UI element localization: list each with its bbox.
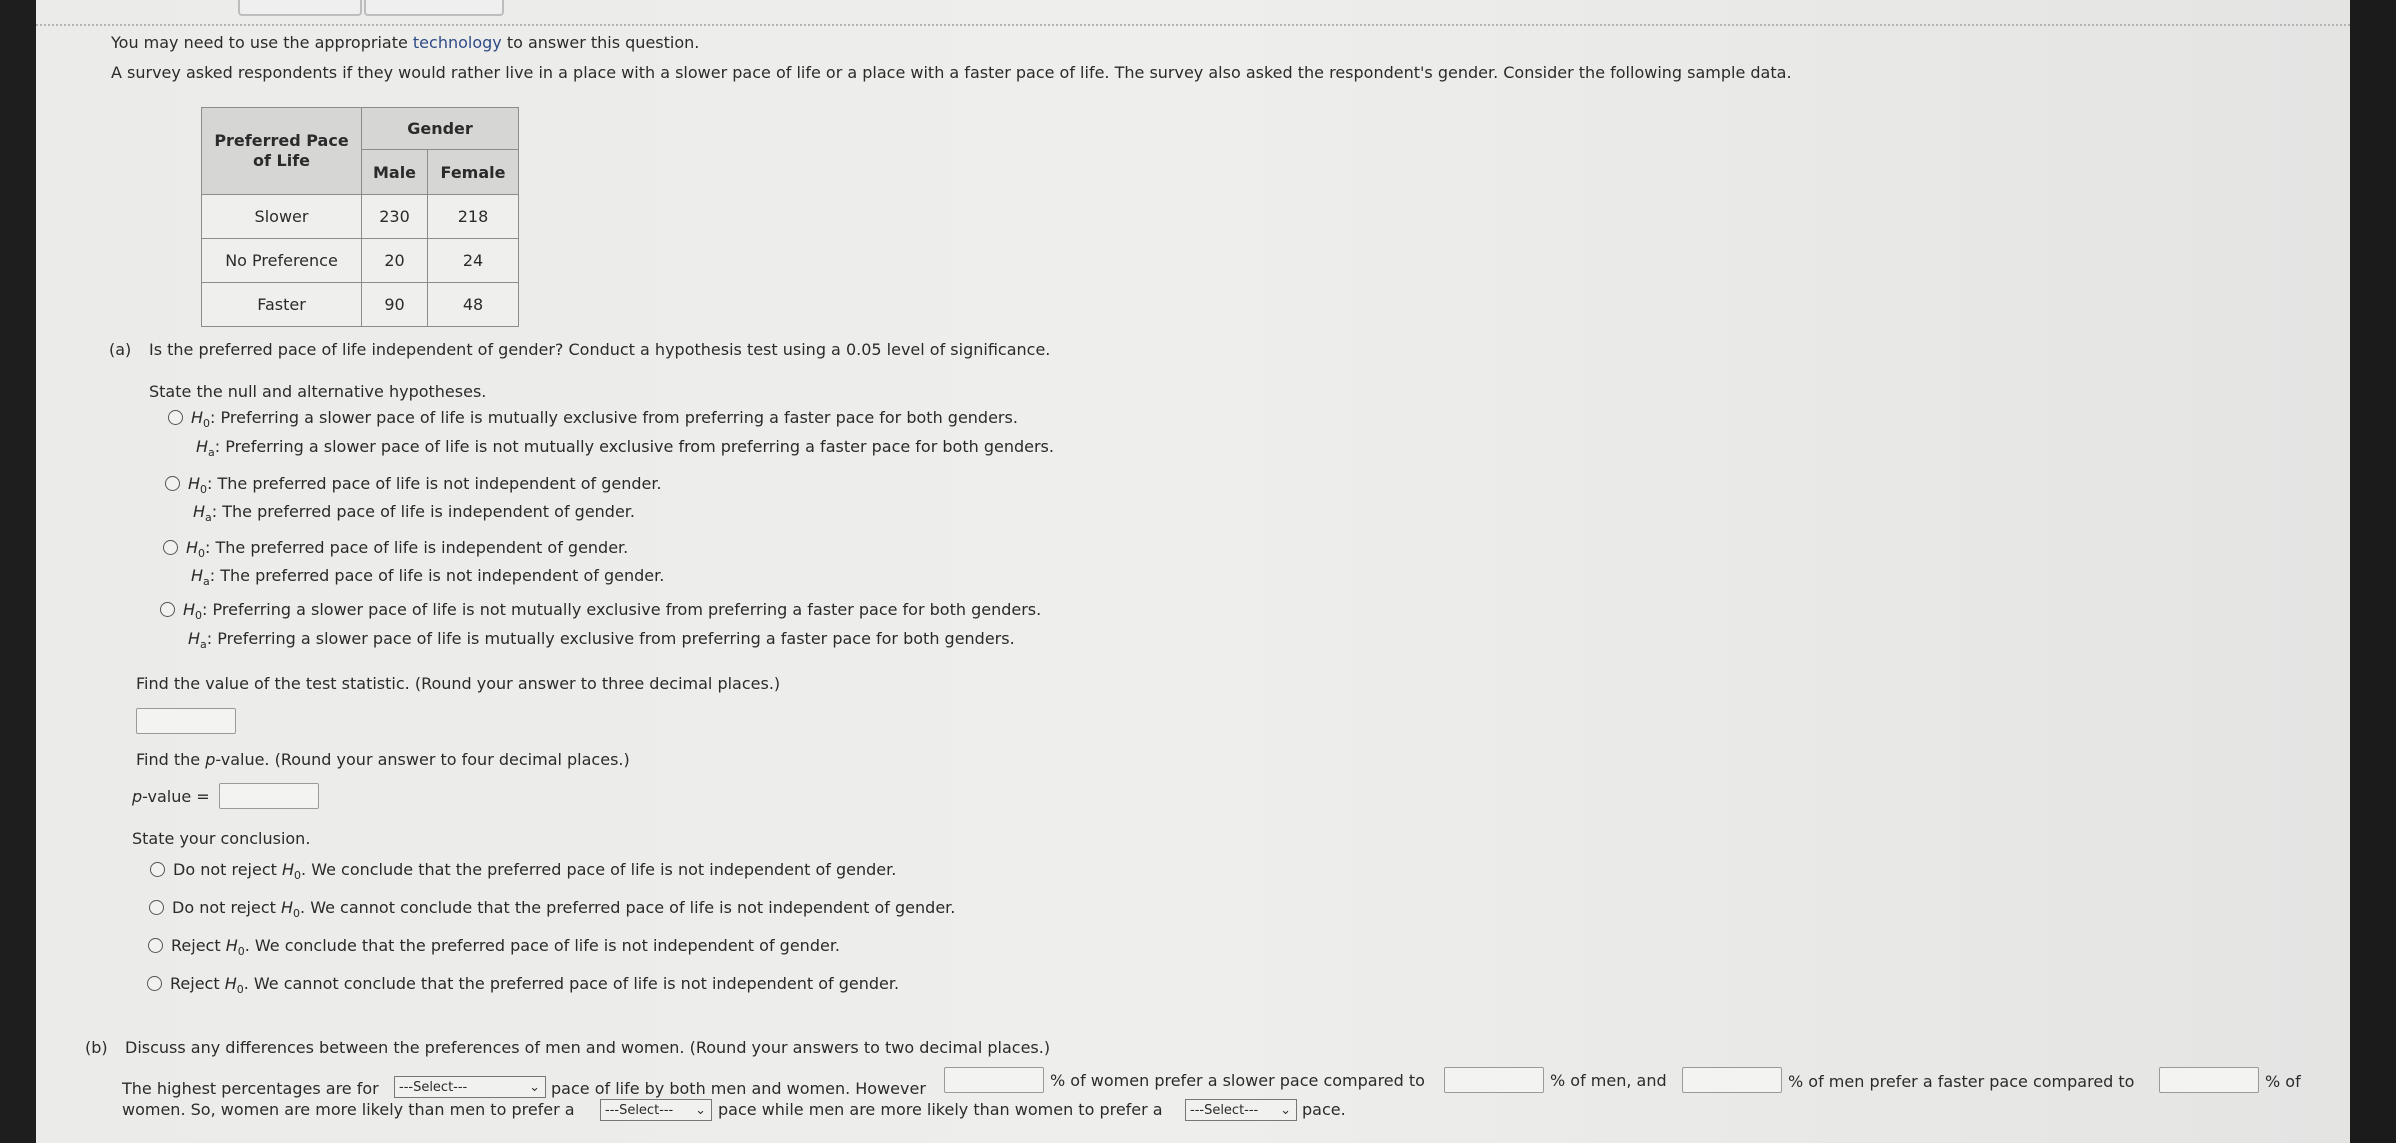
technology-note bbox=[111, 33, 699, 53]
right-screen-edge bbox=[2350, 0, 2396, 1143]
radio-icon[interactable] bbox=[148, 938, 163, 953]
note-suffix: to answer this question. bbox=[501, 33, 700, 52]
row-label: Faster bbox=[202, 283, 362, 327]
part-b-text-7: women. So, women are more likely than men to prefer a bbox=[122, 1100, 575, 1119]
cell-male: 20 bbox=[362, 239, 428, 283]
technology-link[interactable]: technology bbox=[412, 33, 502, 52]
chevron-down-icon: ⌄ bbox=[529, 1080, 540, 1095]
radio-icon[interactable] bbox=[147, 976, 162, 991]
men-faster-input[interactable] bbox=[1682, 1067, 1782, 1093]
state-hypotheses-prompt: State the null and alternative hypotheses. bbox=[149, 382, 487, 401]
chevron-down-icon: ⌄ bbox=[1280, 1103, 1291, 1118]
row-label: No Preference bbox=[202, 239, 362, 283]
part-a-question: Is the preferred pace of life independent of gender? Conduct a hypothesis test using a 0.05 level of significance. bbox=[149, 340, 1051, 359]
part-a-label: (a) bbox=[109, 340, 132, 359]
conclusion-option-2[interactable]: Do not reject $H_0$. We cannot conclude that the preferred pace of life is not independent of gender. bbox=[149, 898, 955, 924]
top-tab-left[interactable] bbox=[238, 0, 362, 16]
question-page bbox=[36, 0, 2350, 1143]
chevron-down-icon: ⌄ bbox=[695, 1103, 706, 1118]
hypothesis-option-2-ha: $H_a$: The preferred pace of life is independent of gender. bbox=[193, 502, 635, 524]
select-value: ---Select--- bbox=[399, 1080, 468, 1095]
table-header-gender: Gender bbox=[362, 108, 519, 150]
pace-select-2[interactable] bbox=[600, 1099, 712, 1121]
top-divider bbox=[36, 24, 2350, 26]
part-b-text-5: % of men prefer a faster pace compared to bbox=[1788, 1072, 2135, 1091]
hypothesis-option-4[interactable]: $H_0$: Preferring a slower pace of life is not mutually exclusive from preferring a faster pace for both genders. bbox=[160, 600, 1041, 626]
pvalue-label: p-value = bbox=[132, 787, 210, 806]
note-prefix: You may need to use the appropriate bbox=[111, 33, 413, 52]
conclusion-prompt: State your conclusion. bbox=[132, 829, 311, 848]
conclusion-option-4[interactable]: Reject $H_0$. We cannot conclude that the preferred pace of life is not independent of gender. bbox=[147, 974, 899, 1000]
hypothesis-option-1-ha: $H_a$: Preferring a slower pace of life is not mutually exclusive from preferring a faster pace for both genders. bbox=[196, 437, 1054, 459]
pace-select-3[interactable] bbox=[1185, 1099, 1297, 1121]
table-header-pace: Preferred Pace of Life bbox=[202, 108, 362, 195]
pvalue-input[interactable] bbox=[219, 783, 319, 809]
radio-icon[interactable] bbox=[160, 602, 175, 617]
radio-icon[interactable] bbox=[150, 862, 165, 877]
part-b-text-8: pace while men are more likely than women to prefer a bbox=[718, 1100, 1163, 1119]
select-value: ---Select--- bbox=[1190, 1103, 1259, 1118]
hypothesis-option-1[interactable]: $H_0$: Preferring a slower pace of life is mutually exclusive from preferring a faster pace for both genders. bbox=[168, 408, 1018, 434]
conclusion-option-3[interactable]: Reject $H_0$. We conclude that the preferred pace of life is not independent of gender. bbox=[148, 936, 840, 962]
women-faster-input[interactable] bbox=[2159, 1067, 2259, 1093]
part-b-text-9: pace. bbox=[1302, 1100, 1346, 1119]
radio-icon[interactable] bbox=[168, 410, 183, 425]
radio-icon[interactable] bbox=[149, 900, 164, 915]
hypothesis-option-4-ha: $H_a$: Preferring a slower pace of life is mutually exclusive from preferring a faster pace for both genders. bbox=[188, 629, 1015, 651]
row-label: Slower bbox=[202, 195, 362, 239]
table-col-male: Male bbox=[362, 150, 428, 195]
cell-male: 230 bbox=[362, 195, 428, 239]
hypothesis-option-3[interactable]: $H_0$: The preferred pace of life is independent of gender. bbox=[163, 538, 628, 564]
table-row bbox=[202, 283, 519, 327]
cell-male: 90 bbox=[362, 283, 428, 327]
cell-female: 48 bbox=[428, 283, 519, 327]
test-statistic-prompt: Find the value of the test statistic. (Round your answer to three decimal places.) bbox=[136, 674, 781, 693]
cell-female: 24 bbox=[428, 239, 519, 283]
hypothesis-option-2[interactable]: $H_0$: The preferred pace of life is not independent of gender. bbox=[165, 474, 662, 500]
test-statistic-input[interactable] bbox=[136, 708, 236, 734]
men-slower-input[interactable] bbox=[1444, 1067, 1544, 1093]
part-b-text-1: The highest percentages are for bbox=[122, 1079, 379, 1098]
select-value: ---Select--- bbox=[605, 1103, 674, 1118]
table-col-female: Female bbox=[428, 150, 519, 195]
sample-data-table bbox=[201, 107, 519, 327]
pace-select-1[interactable] bbox=[394, 1076, 546, 1098]
women-slower-input[interactable] bbox=[944, 1067, 1044, 1093]
pvalue-prompt: Find the p-value. (Round your answer to four decimal places.) bbox=[136, 750, 630, 769]
part-b-question: Discuss any differences between the preferences of men and women. (Round your answers to two decimal places.) bbox=[125, 1038, 1051, 1057]
radio-icon[interactable] bbox=[165, 476, 180, 491]
table-row bbox=[202, 239, 519, 283]
top-tab-right[interactable] bbox=[364, 0, 504, 16]
cell-female: 218 bbox=[428, 195, 519, 239]
part-b-text-6: % of bbox=[2265, 1072, 2301, 1091]
left-screen-edge bbox=[0, 0, 36, 1143]
part-b-text-4: % of men, and bbox=[1550, 1071, 1667, 1090]
radio-icon[interactable] bbox=[163, 540, 178, 555]
hypothesis-option-3-ha: $H_a$: The preferred pace of life is not independent of gender. bbox=[191, 566, 665, 588]
part-b-label: (b) bbox=[85, 1038, 108, 1057]
table-row bbox=[202, 195, 519, 239]
part-b-text-2: pace of life by both men and women. However bbox=[551, 1079, 926, 1098]
problem-description: A survey asked respondents if they would rather live in a place with a slower pace of life or a place with a faster pace of life. The survey also asked the respondent's gender. Consider the following sample data. bbox=[111, 63, 1792, 82]
part-b-text-3: % of women prefer a slower pace compared to bbox=[1050, 1071, 1425, 1090]
conclusion-option-1[interactable]: Do not reject $H_0$. We conclude that the preferred pace of life is not independent of gender. bbox=[150, 860, 896, 886]
